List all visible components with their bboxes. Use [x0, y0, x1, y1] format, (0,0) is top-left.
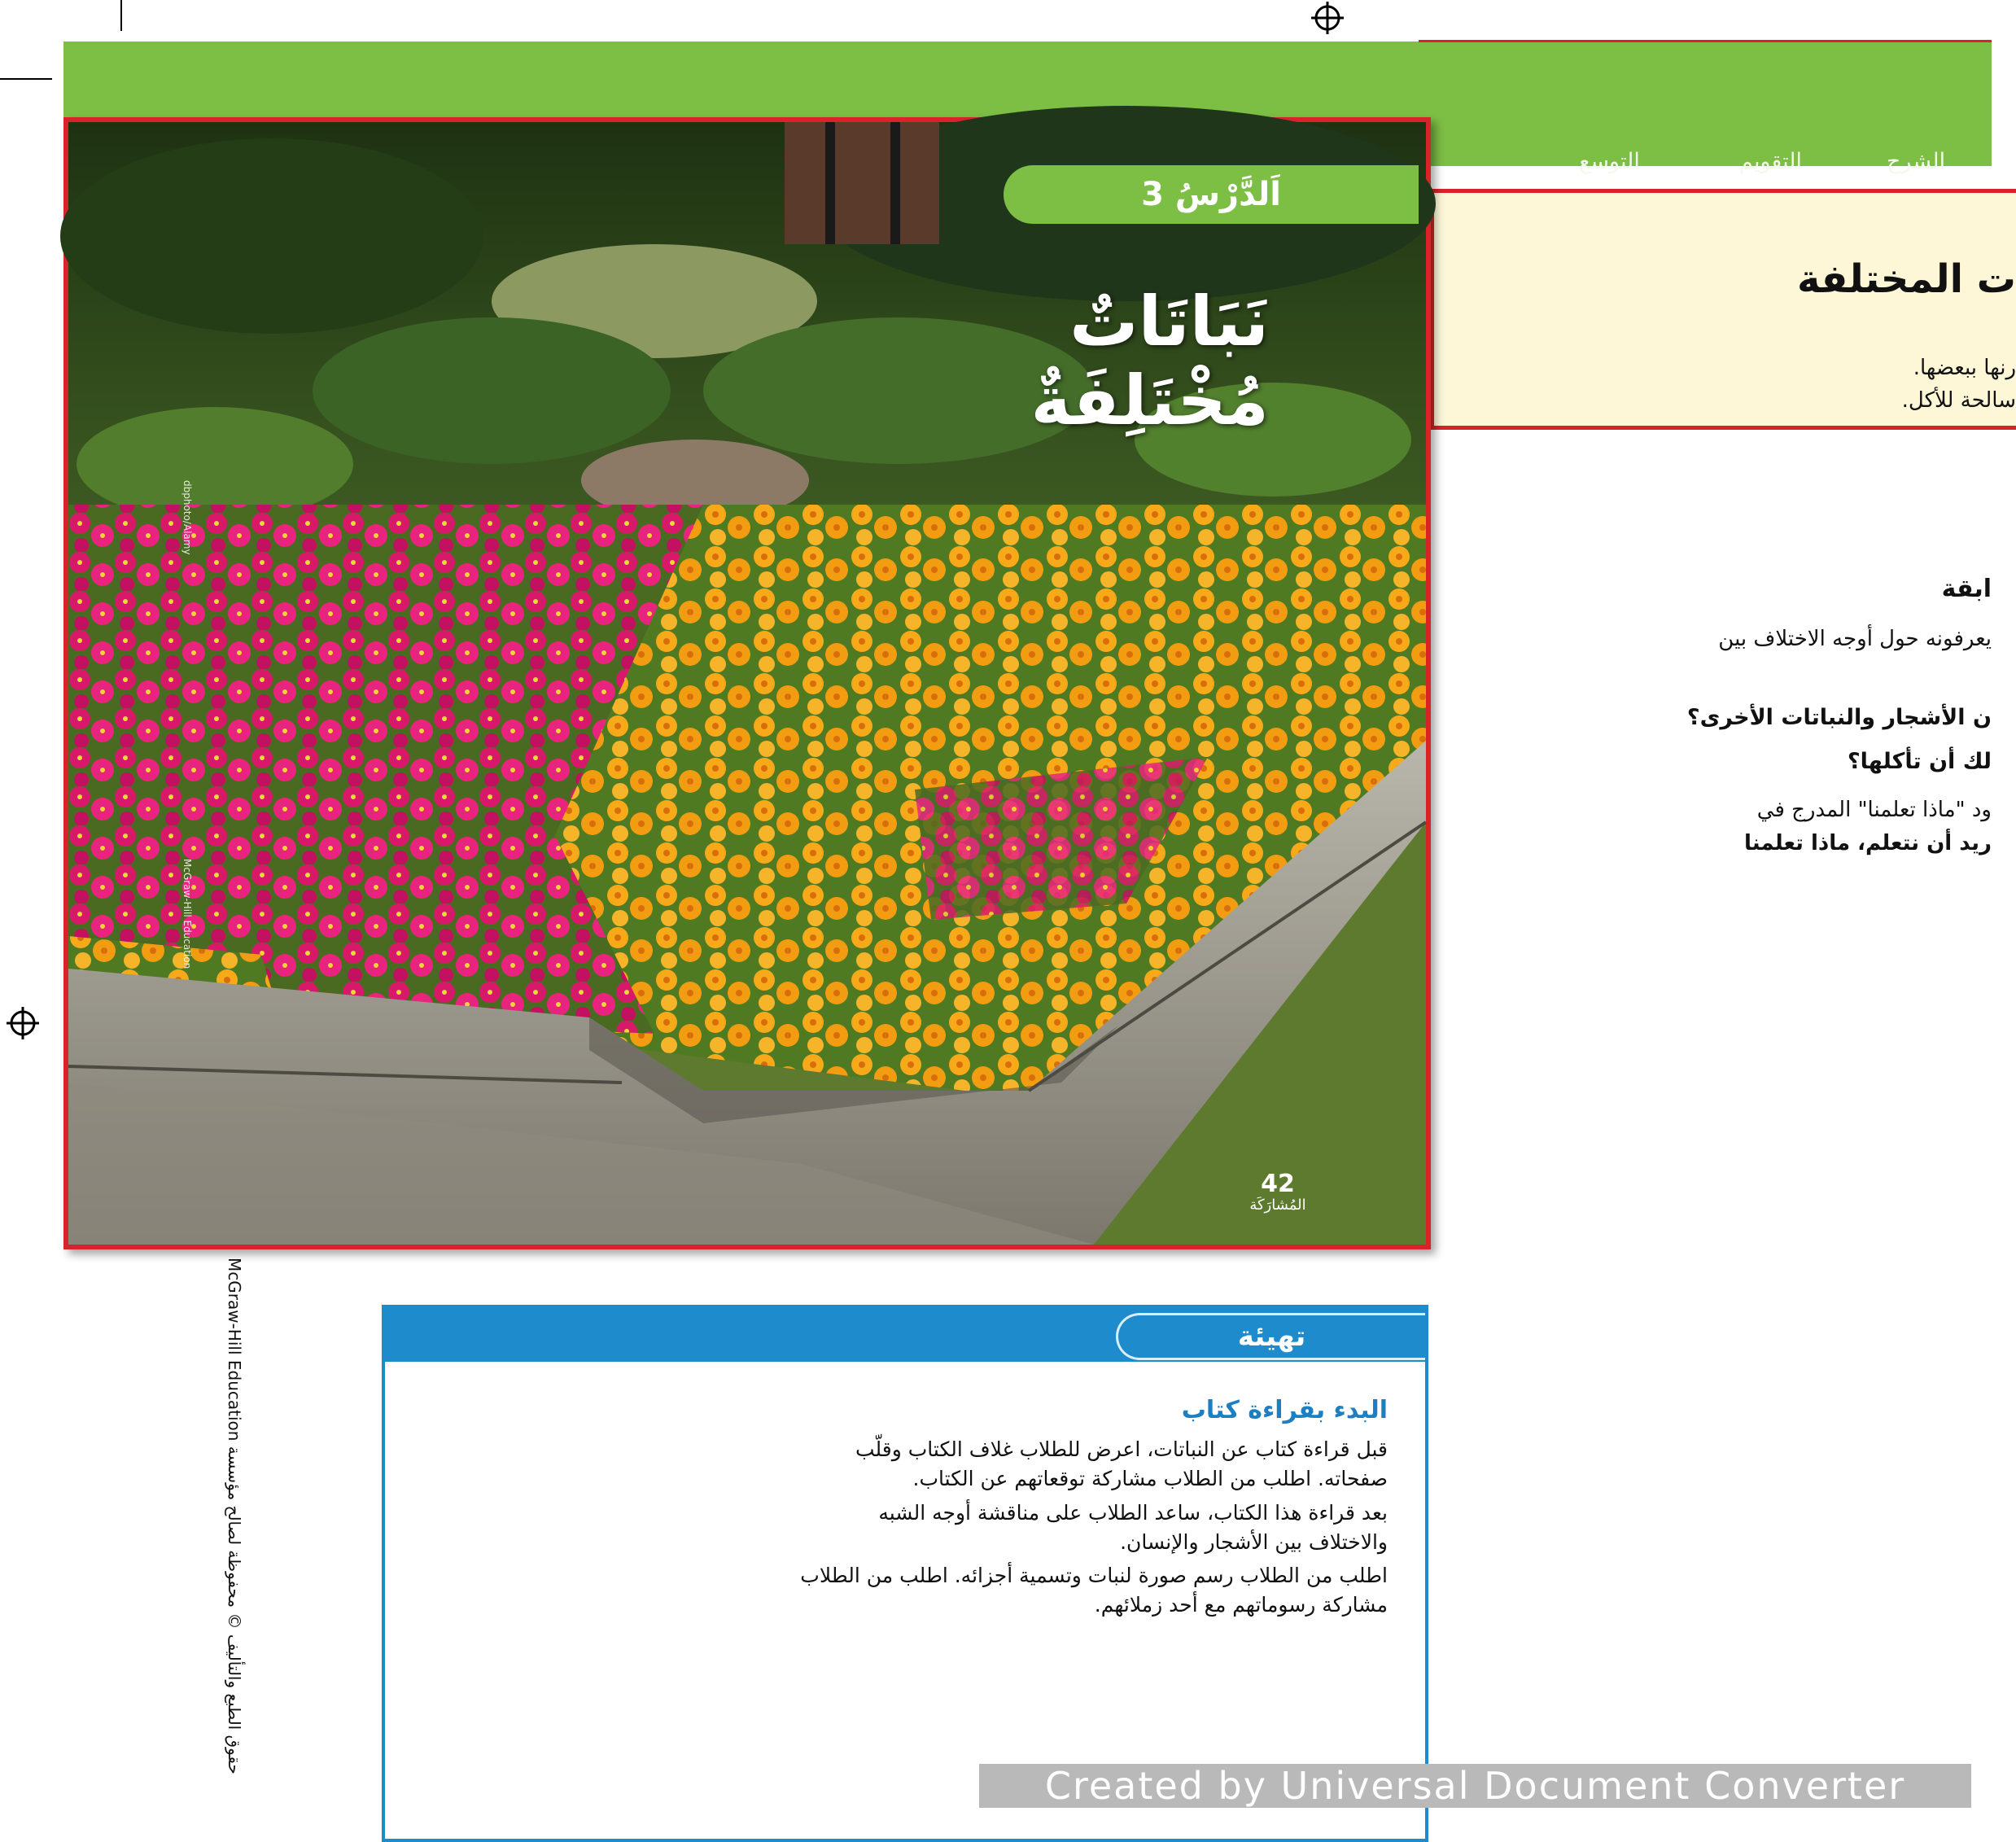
objective-line-2: سالحة للأكل.	[1901, 388, 2016, 413]
nav-item-explain[interactable]: الشرح	[1887, 149, 1946, 174]
nav-item-evaluate[interactable]: التقويم	[1739, 149, 1802, 174]
question-1: ن الأشجار والنباتات الأخرى؟	[1686, 705, 1992, 730]
warmup-paragraph-3-line-1: اطلب من الطلاب رسم صورة لنبات وتسمية أجزائه. اطلب من الطلاب	[800, 1564, 1388, 1587]
lesson-number-tab: اَلدَّرْسُ 3	[1004, 165, 1419, 224]
body-line-5: ريد أن نتعلم، ماذا تعلمنا	[1744, 831, 1992, 855]
warmup-paragraph-1-line-2: صفحاته. اطلب من الطلاب مشاركة توقعاتهم عن الكتاب.	[912, 1467, 1388, 1490]
page-number: 42	[1261, 1170, 1295, 1198]
nav-item-extend[interactable]: التوسع	[1579, 149, 1640, 174]
body-line-1: يعرفونه حول أوجه الاختلاف بين	[1718, 627, 1992, 651]
objective-title: ت المختلفة	[1796, 256, 2016, 302]
section-heading: ابقة	[1941, 575, 1992, 603]
header-red-rule	[1419, 40, 1992, 42]
warmup-heading: البدء بقراءة كتاب	[1181, 1396, 1388, 1424]
warmup-paragraph-3-line-2: مشاركة رسوماتهم مع أحد زملائهم.	[1094, 1593, 1388, 1617]
warmup-paragraph-2-line-1: بعد قراءة هذا الكتاب، ساعد الطلاب على مناقشة أوجه الشبه	[878, 1501, 1388, 1525]
crop-mark-top	[120, 0, 122, 31]
registration-mark-icon	[1310, 0, 1345, 36]
lesson-title-line-1: نَبَاتَاتٌ	[1069, 282, 1269, 361]
copyright-notice: حقوق الطبع والتأليف © محفوظة لصالح مؤسسة McGraw-Hill Education	[225, 1258, 244, 1774]
lesson-title-line-2: مُخْتَلِفَةٌ	[1030, 361, 1269, 440]
warmup-paragraph-1-line-1: قبل قراءة كتاب عن النباتات، اعرض للطلاب غلاف الكتاب وقلّب	[855, 1437, 1388, 1461]
question-2: لك أن تأكلها؟	[1847, 749, 1992, 774]
page-section-label: المُشارَكَة	[1249, 1197, 1306, 1214]
registration-mark-icon	[5, 1005, 41, 1041]
body-line-4: ود "ماذا تعلمنا" المدرج في	[1756, 798, 1992, 822]
photo-credit-top: dbphoto/Alamy	[181, 480, 193, 555]
photo-credit-bottom: McGraw-Hill Education	[181, 859, 193, 969]
warmup-paragraph-2-line-2: والاختلاف بين الأشجار والإنسان.	[1120, 1530, 1388, 1554]
crop-mark-left	[0, 78, 52, 80]
objective-line-1: رنها ببعضها.	[1913, 356, 2016, 380]
warmup-tab: تهيئة	[1116, 1313, 1425, 1360]
converter-watermark: Created by Universal Document Converter	[979, 1764, 1971, 1808]
warmup-box	[382, 1305, 1428, 1842]
objective-box	[1430, 189, 2016, 430]
